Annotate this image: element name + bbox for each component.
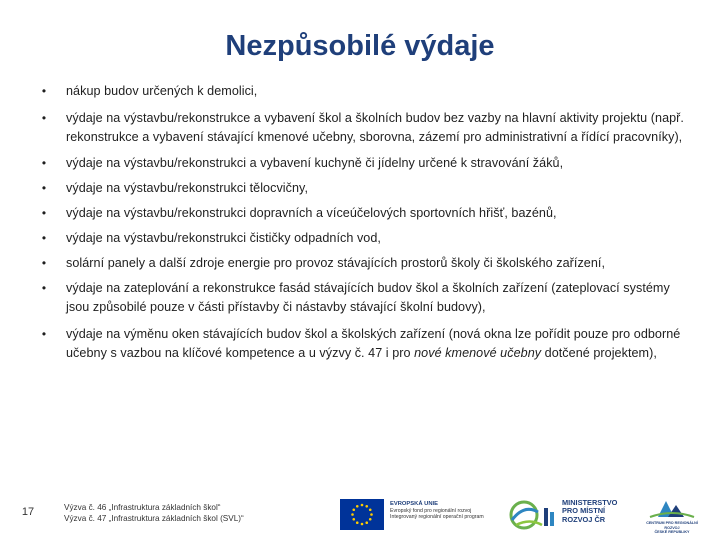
bullet-icon: • — [41, 281, 47, 295]
list-item — [38, 279, 688, 317]
list-item — [38, 179, 688, 198]
list-item-text: solární panely a další zdroje energie pro provoz stávajících prostorů školy či školského zařízení, — [66, 256, 605, 270]
bullet-icon: • — [41, 156, 47, 170]
list-item — [38, 254, 688, 273]
list-item-text: výdaje na zateplování a rekonstrukce fasád stávajících budov škol a školních zařízení (zateplovací systémy jsou způsobilé pouze v části přístavby či nástavby stávající školní budovy), — [66, 281, 670, 314]
eu-logo-text: EVROPSKÁ UNIE Evropský fond pro regionální rozvoj Integrovaný regionální operační program — [390, 501, 484, 521]
list-item-text: výdaje na výstavbu/rekonstrukci čističky odpadních vod, — [66, 231, 381, 245]
bullet-icon: • — [41, 84, 47, 98]
footer-line: Výzva č. 46 „Infrastruktura základních škol“ — [64, 503, 221, 512]
ministry-logo-shapes — [511, 502, 554, 528]
bullet-icon: • — [41, 231, 47, 245]
list-item — [38, 229, 688, 248]
list-item-text: výdaje na výstavbu/rekonstrukci a vybavení kuchyně či jídelny určené k stravování žáků, — [66, 156, 564, 170]
bullet-icon: • — [41, 181, 47, 195]
page-number: 17 — [21, 506, 35, 518]
footer-line: Výzva č. 47 „Infrastruktura základních škol (SVL)“ — [64, 514, 244, 523]
bullet-icon: • — [41, 256, 47, 270]
list-item-text: výdaje na výměnu oken stávajících budov škol a školských zařízení (nová okna lze pořídit pouze pro odborné učebny s vazbou na klíčové kompetence a u výzvy č. 47 i pro nové kmenové učebny dotčené projektem), — [66, 327, 681, 360]
bullet-list — [38, 82, 688, 363]
footer-call-references — [64, 502, 244, 524]
bullet-icon: • — [41, 327, 47, 341]
bullet-icon: • — [41, 206, 47, 220]
list-item — [38, 109, 688, 147]
crr-logo-shapes — [650, 501, 694, 517]
list-item — [38, 204, 688, 223]
list-item-text: výdaje na výstavbu/rekonstrukce a vybavení škol a školních budov bez vazby na hlavní aktivity projektu (např. rekonstrukce a vybavení stávající kmenové učebny, sborovna, zázemí pro administrativní a řídící pracovníky), — [66, 111, 684, 144]
list-item-text: nákup budov určených k demolici, — [66, 84, 258, 98]
bullet-icon: • — [41, 111, 47, 125]
list-item — [38, 154, 688, 173]
list-item-text: výdaje na výstavbu/rekonstrukci tělocvičny, — [66, 181, 309, 195]
ministry-logo-text: MINISTERSTVO PRO MÍSTNÍ ROZVOJ ČR — [562, 498, 618, 524]
list-item — [38, 325, 688, 363]
eu-flag-icon — [340, 499, 384, 530]
list-item-text: výdaje na výstavbu/rekonstrukci dopravních a víceúčelových sportovních hřišť, bazénů, — [66, 206, 557, 220]
italic-emphasis: nové kmenové učebny — [414, 346, 542, 360]
ministry-logo-icon — [504, 498, 558, 532]
list-item — [38, 82, 688, 101]
crr-logo-text: CENTRUM PRO REGIONÁLNÍ ROZVOJ ČESKÉ REPUBLIKY — [646, 521, 698, 534]
eu-flag-background — [340, 499, 384, 530]
slide-title: Nezpůsobilé výdaje — [225, 30, 495, 62]
